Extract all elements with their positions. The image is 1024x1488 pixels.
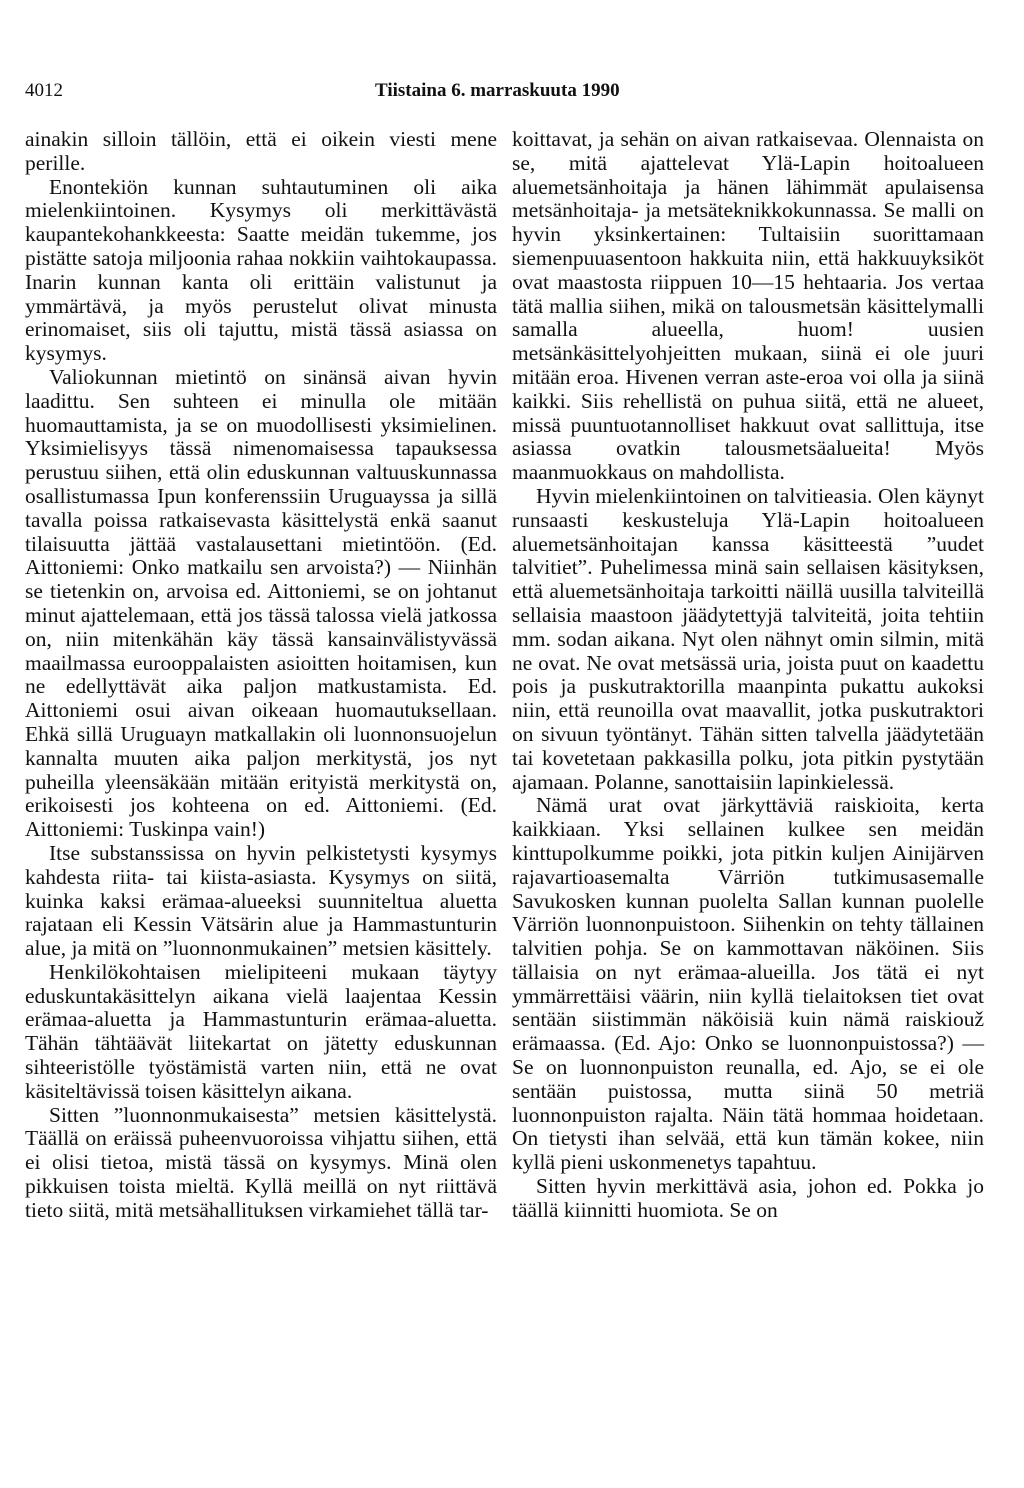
paragraph: Hyvin mielenkiintoinen on talvitieasia. Olen käynyt runsaasti keskusteluja Ylä-Lapin hoitoalueen aluemetsänhoitajan kanssa käsitteestä ”uudet talvitiet”. Puhelimessa minä sain sellaisen käsityksen, että aluemetsänhoitaja tarkoitti näillä uusilla talviteillä sellaisia maastoon jäädytettyjä talviteitä, joita tehtiin mm. sodan aikana. Nyt olen nähnyt omin silmin, mitä ne ovat. Ne ovat metsässä uria, joista puut on kaadettu pois ja puskutraktorilla maanpinta pukattu aukoksi niin, että reunoilla ovat maavallit, jotka puskutraktori on sivuun työntänyt. Tähän sitten talvella jäädytetään tai kovetetaan pakkasilla polku, jota pitkin pystytään ajamaan. Polanne, sanottaisiin lapinkielessä. <box>512 483 984 794</box>
paragraph: koittavat, ja sehän on aivan ratkaisevaa. Olennaista on se, mitä ajattelevat Ylä-Lapin hoitoalueen aluemetsänhoitaja ja hänen lähimmät apulaisensa metsänhoitaja- ja metsäteknikkokunnassa. Se malli on hyvin yksinkertainen: Tultaisiin suorittamaan siemenpuuasentoon hakkuita niin, että hakkuuyksiköt ovat maastosta riippuen 10—15 hehtaaria. Jos vertaa tätä mallia siihen, mikä on talousmetsän käsittelymalli samalla alueella, huom! uusien metsänkäsittelyohjeitten mukaan, siinä ei ole juuri mitään eroa. Hivenen verran aste-eroa voi olla ja siinä kaikki. Siis rehellistä on puhua siitä, että ne alueet, missä puuntuotannolliset hakkuut ovat sallittuja, itse asiassa ovatkin talousmetsäalueita! Myös maanmuokkaus on mahdollista. <box>512 127 984 485</box>
right-column <box>512 128 984 1223</box>
paragraph: Valiokunnan mietintö on sinänsä aivan hyvin laadittu. Sen suhteen ei minulla ole mitään huomauttamista, ja se on muodollisesti yksimielinen. Yksimielisyys tässä nimenomaisessa tapauksessa perustuu siihen, että olin eduskunnan valtuuskunnassa osallistumassa Ipun konferenssiin Uruguayssa ja sillä tavalla poissa ratkaisevasta käsittelystä enkä saanut tilaisuutta jättää vastalausettani mietintöön. (Ed. Aittoniemi: Onko matkailu sen arvoista?) — Niinhän se tietenkin on, arvoisa ed. Aittoniemi, se on johtanut minut ajattelemaan, että jos tässä talossa vielä jatkossa on, niin mitenkähän käy tässä kansainvälistyvässä maailmassa eurooppalaisten asioitten hoitamisen, kun ne edellyttävät aika paljon matkustamista. Ed. Aittoniemi osui aivan oikeaan huomautuksellaan. Ehkä sillä Uruguayn matkallakin oli luonnonsuojelun kannalta muuten aika paljon merkitystä, jos nyt puheilla yleensäkään mitään erityistä merkitystä on, erikoisesti jos kohteena on ed. Aittoniemi. (Ed. Aittoniemi: Tuskinpa vain!) <box>25 364 497 842</box>
left-column <box>25 128 497 1223</box>
page-date: Tiistaina 6. marraskuuta 1990 <box>375 80 620 101</box>
paragraph: Henkilökohtaisen mielipiteeni mukaan täytyy eduskuntakäsittelyn aikana vielä laajentaa Kessin erämaa-aluetta ja Hammastunturin erämaa-aluetta. Tähän tähtäävät liitekartat on jätetty eduskunnan sihteeristölle työstämistä varten niin, että ne ovat käsiteltävissä toisen käsittelyn aikana. <box>25 959 497 1103</box>
page-header <box>25 80 945 104</box>
paragraph: Sitten hyvin merkittävä asia, johon ed. Pokka jo täällä kiinnitti huomiota. Se on <box>512 1174 984 1222</box>
paragraph: Nämä urat ovat järkyttäviä raiskioita, kerta kaikkiaan. Yksi sellainen kulkee sen meidän kinttupolkumme poikki, jota pitkin kuljen Ainijärven rajavartioasemalta Värriön tutkimusasemalle Savukosken kunnan puolelta Sallan kunnan puolelle Värriön luonnonpuistoon. Siihenkin on tehty tällainen talvitien pohja. Se on kammottavan näköinen. Siis tällaisia on nyt erämaa-alueilla. Jos tätä ei nyt ymmärrettäisi väärin, niin kyllä tielaitoksen tiet ovat sentään siistimmän näköisiä kuin nämä raiskiouž erämaassa. (Ed. Ajo: Onko se luonnonpuistossa?) — Se on luonnonpuiston reunalla, ed. Ajo, se ei ole sentään puistossa, mutta siinä 50 metriä luonnonpuiston rajalta. Näin tätä hommaa hoidetaan. On tietysti ihan selvää, että kun tämän kokee, niin kyllä pieni uskonmenetys tapahtuu. <box>512 793 984 1175</box>
paragraph: Enontekiön kunnan suhtautuminen oli aika mielenkiintoinen. Kysymys oli merkittävästä kaupantekohankkeesta: Saatte meidän tukemme, jos pistätte satoja miljoonia rahaa nokkiin vaihtokaupassa. Inarin kunnan kanta oli erittäin valistunut ja ymmärtävä, ja myös perustelut olivat minusta erinomaiset, siis oli tajuttu, mistä tässä asiassa on kysymys. <box>25 174 497 366</box>
paragraph: ainakin silloin tällöin, että ei oikein viesti mene perille. <box>25 127 497 175</box>
page-number: 4012 <box>25 80 63 101</box>
paragraph: Sitten ”luonnonmukaisesta” metsien käsittelystä. Täällä on eräissä puheenvuoroissa vihjattu siihen, että ei olisi tietoa, mistä tässä on kysymys. Minä olen pikkuisen toista mieltä. Kyllä meillä on nyt riittävä tieto siitä, mitä metsähallituksen virkamiehet tällä tar- <box>25 1102 497 1222</box>
paragraph: Itse substanssissa on hyvin pelkistetysti kysymys kahdesta riita- tai kiista-asiasta. Kysymys on siitä, kuinka kaksi erämaa-alueeksi suunniteltua aluetta rajataan eli Kessin Vätsärin alue ja Hammastunturin alue, ja mitä on ”luonnonmukainen” metsien käsittely. <box>25 840 497 961</box>
